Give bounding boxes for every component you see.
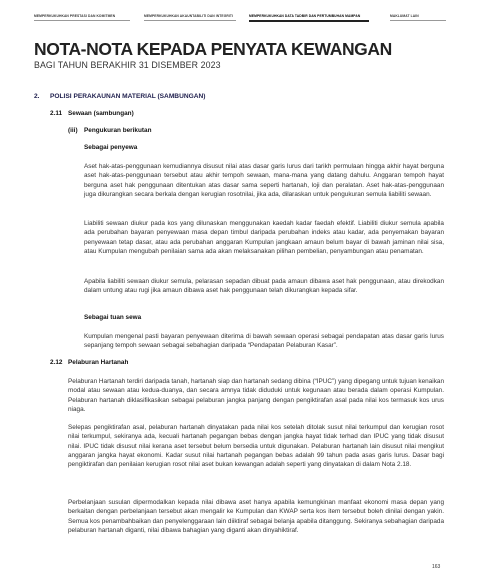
lessor-heading: Sebagai tuan sewa xyxy=(84,314,142,321)
nav-divider xyxy=(144,20,236,21)
paragraph: Kumpulan mengenal pasti bayaran penyewaan diterima di bawah sewaan operasi sebagai pendapatan atas dasar garis lurus sepanjang tempoh sewaan sebagai sebahagian daripada “Pendapatan Pelaburan Kasar”. xyxy=(84,333,444,350)
page-title: NOTA-NOTA KEPADA PENYATA KEWANGAN xyxy=(34,39,392,59)
item-title-iii: Pengukuran berikutan xyxy=(84,127,152,134)
page-subtitle: BAGI TAHUN BERAKHIR 31 DISEMBER 2023 xyxy=(34,60,221,70)
paragraph: Selepas pengiktirafan asal, pelaburan hartanah dinyatakan pada nilai kos setelah ditolak susut nilai terkumpul dan kerugian rosot nilai terkumpul, sekiranya ada, kecuali hartanah pegangan bebas dengan jangka hayat tidak terhad dan IPUC yang tidak disusut nilai. IPUC tidak disusut nilai kerana aset tersebut belum bersedia untuk digunakan. Pelaburan hartanah lain disusut nilai mengikut anggaran jangka hayat ekonomi. Kadar susut nilai hartanah pegangan bebas adalah 99 tahun pada asas garis lurus. Dasar bagi pengiktirafan dan penilaian kerugian rosot nilai aset bukan kewangan adalah seperti yang dinyatakan di dalam Nota 2.18. xyxy=(68,424,444,469)
nav-divider-active xyxy=(249,20,369,22)
nav-item-prestasi[interactable]: MEMPERKUKUHKAN PRESTASI DAN KOMITMEN xyxy=(34,14,116,18)
lessee-heading: Sebagai penyewa xyxy=(84,144,138,151)
nav-divider xyxy=(34,20,130,21)
nav-divider xyxy=(390,20,446,21)
page-number: 163 xyxy=(432,564,441,570)
top-navigation xyxy=(34,14,446,24)
subsection-title-2-11: Sewaan (sambungan) xyxy=(68,110,134,117)
paragraph: Liabiliti sewaan diukur pada kos yang dilunaskan menggunakan kaedah kadar faedah efektif. Liabiliti diukur semula apabila ada perubahan bayaran penyewaan masa depan timbul daripada perubahan indeks atau kadar, ada penyemakan bayaran penyewaan tetap dasar, atau ada perubahan anggaran Kumpulan jangkaan amaun belum bayar di bawah jaminan nilai sisa, atau Kumpulan mengubah penilaian sama ada akan melaksanakan pilihan pembelian, penyambungan atau penamatan. xyxy=(84,220,444,255)
paragraph: Aset hak-atas-penggunaan kemudiannya disusut nilai atas dasar garis lurus dari tarikh permulaan hingga akhir hayat berguna aset hak-atas-penggunaan tersebut atau akhir tempoh sewaan, mana-mana yang datang dahulu. Anggaran tempoh hayat berguna aset hak penggunaan ditentukan atas dasar sama seperti hartanah, loji dan peralatan. Aset hak-atas-penggunaan juga dikurangkan secara berkala dengan kerugian rosotnilai, jika ada, dilaraskan untuk pengukuran semula liabiliti sewaan. xyxy=(84,163,444,198)
subsection-number-2-11: 2.11 xyxy=(50,110,63,117)
subsection-title-2-12: Pelaburan Hartanah xyxy=(68,359,129,366)
nav-item-data-tadbir[interactable]: MEMPERKUKUHKAN DATA TADBIR DAN PERTUMBUHAN MAMPAN xyxy=(249,14,361,18)
section-number: 2. xyxy=(34,93,40,100)
subsection-number-2-12: 2.12 xyxy=(50,359,63,366)
item-number-iii: (iii) xyxy=(68,127,78,134)
paragraph: Perbelanjaan susulan dipermodalkan kepada nilai dibawa aset hanya apabila kemungkinan manfaat ekonomi masa depan yang berkaitan dengan perbelanjaan tersebut akan mengalir ke Kumpulan dan KWAP serta kos item tersebut boleh dinilai dengan yakin. Semua kos penambahbaikan dan penyelenggaraan lain diiktiraf sebagai belanja apabila ditanggung. Sekiranya sebahagian daripada pelaburan hartanah diganti, nilai dibawa bahagian yang diganti akan dinyahiktiraf. xyxy=(68,499,444,534)
section-title: POLISI PERAKAUNAN MATERIAL (SAMBUNGAN) xyxy=(50,93,206,100)
nav-item-maklumat-lain[interactable]: MAKLUMAT LAIN xyxy=(390,14,419,18)
paragraph: Pelaburan Hartanah terdiri daripada tanah, hartanah siap dan hartanah sedang dibina (“IPUC”) yang dipegang untuk tujuan kenaikan modal atau sewaan atau kedua-duanya, dan secara amnya tidak diduduki untuk kegunaan atau berada dalam operasi Kumpulan. Pelaburan hartanah diklasifikasikan sebagai pelaburan jangka panjang dengan pengiktirafan asal pada nilai kos termasuk kos urus niaga. xyxy=(68,378,444,413)
paragraph: Apabila liabiliti sewaan diukur semula, pelarasan sepadan dibuat pada amaun dibawa aset hak penggunaan, atau direkodkan dalam untung atau rugi jika amaun dibawa aset hak penggunaan telah dikurangkan kepada sifar. xyxy=(84,278,444,295)
nav-item-akauntabiliti[interactable]: MEMPERKUKUHKAN AKAUNTABILITI DAN INTEGRITI xyxy=(144,14,233,18)
